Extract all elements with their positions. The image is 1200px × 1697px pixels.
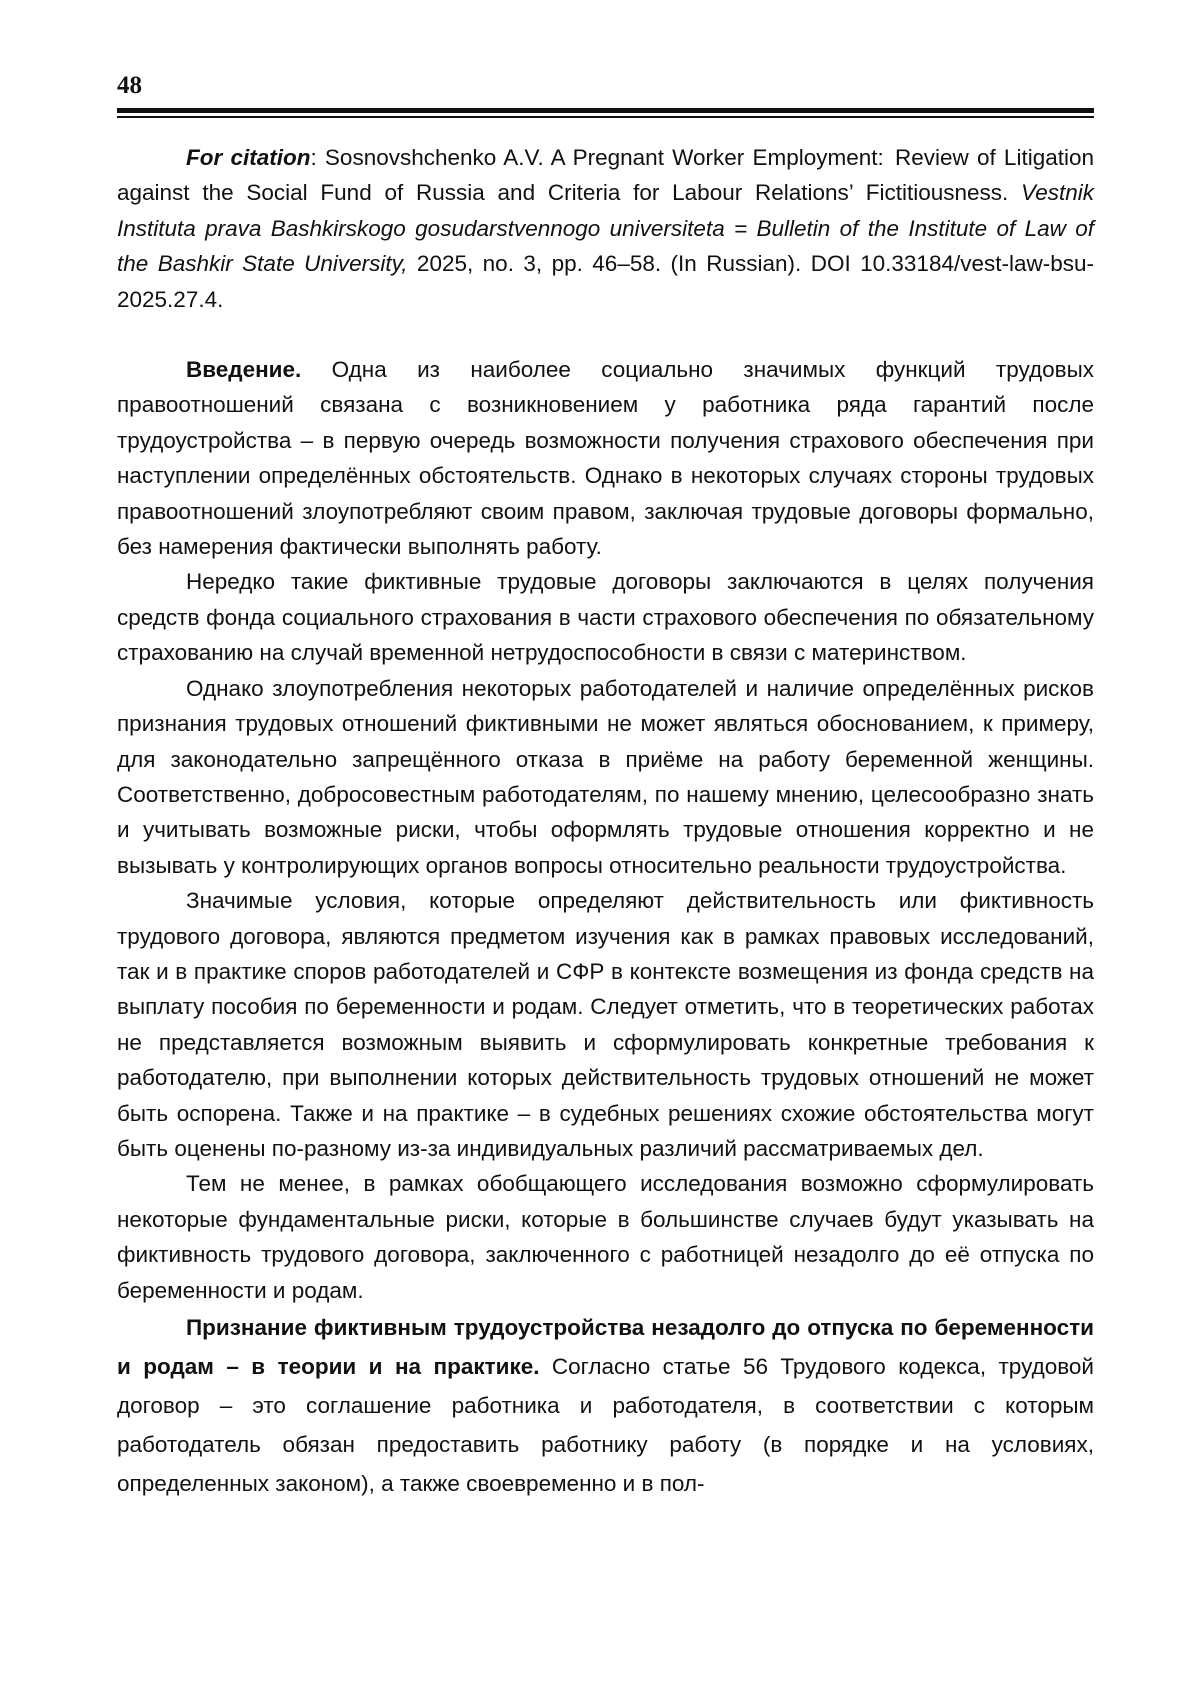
section-paragraph [117, 1308, 1094, 1503]
header-rule-thick [117, 108, 1094, 113]
article-body [117, 140, 1094, 1503]
intro-paragraph [117, 352, 1094, 564]
body-paragraph-1: Нередко такие фиктивные трудовые договоры заключаются в целях получения средств фонда социального страхования в части страхового обеспечения по обязательному страхованию на случай временной нетрудоспособности в связи с материнством. [117, 569, 1094, 666]
intro-heading: Введение. [186, 357, 302, 383]
header-rule-thin [117, 116, 1094, 118]
body-paragraph-3: Значимые условия, которые определяют действительность или фиктивность трудового договора, являются предметом изучения как в рамках правовых исследований, так и в практике споров работодателей и СФР в контексте возмещения из фонда средств на выплату пособия по беременности и родам. Следует отметить, что в теоретических работах не представляется возможным выявить и сформулировать конкретные требования к работодателю, при выполнении которых действительность трудовых отношений не может быть оспорена. Также и на практике – в судебных решениях схожие обстоятельства могут быть оценены по-разному из-за индивидуальных различий рассматриваемых дел. [117, 888, 1094, 1161]
intro-text: Одна из наиболее социально значимых функций трудовых правоотношений связана с возникновением у работника ряда гарантий после трудоустройства – в первую очередь возможности получения страхового обеспечения при наступлении определённых обстоятельств. Однако в некоторых случаях стороны трудовых правоотношений злоупотребляют своим правом, заключая трудовые договоры формально, без намерения фактически выполнять работу. [117, 357, 1094, 560]
citation-paragraph [117, 140, 1094, 317]
citation-details: 2025, no. 3, pp. 46–58. (In Russian). DOI 10.33184/vest-law-bsu-2025.27.4. [117, 251, 1095, 312]
citation-text: Sosnovshchenko A.V. A Pregnant Worker Employment: Review of Litigation against the Social Fund of Russia and Criteria for Labour Relations’ Fictitiousness. [117, 145, 1095, 206]
section-heading: Признание фиктивным трудоустройства незадолго до отпуска по беременности и родам – в теории и на практике. [117, 1315, 1094, 1379]
section-text: Согласно статье 56 Трудового кодекса, трудовой договор – это соглашение работника и работодателя, в соответствии с которым работодатель обязан предоставить работнику работу (в порядке и на условиях, определенных законом), а также своевременно и в пол- [117, 1354, 1094, 1496]
page-number: 48 [117, 72, 142, 99]
citation-colon: : [310, 145, 317, 170]
body-paragraph-2: Однако злоупотребления некоторых работодателей и наличие определённых рисков признания трудовых отношений фиктивными не может являться обоснованием, к примеру, для законодательно запрещённого отказа в приёме на работу беременной женщины. Соответственно, добросовестным работодателям, по нашему мнению, целесообразно знать и учитывать возможные риски, чтобы оформлять трудовые отношения корректно и не вызывать у контролирующих органов вопросы относительно реальности трудоустройства. [117, 675, 1094, 878]
body-paragraph-4: Тем не менее, в рамках обобщающего исследования возможно сформулировать некоторые фундаментальные риски, которые в большинстве случаев будут указывать на фиктивность трудового договора, заключенного с работницей незадолго до её отпуска по беременности и родам. [117, 1171, 1094, 1303]
citation-journal: Vestnik Instituta prava Bashkirskogo gosudarstvennogo universiteta = Bulletin of the Institute of Law of the Bashkir State University, [117, 180, 1094, 277]
citation-label: For citation [186, 145, 311, 170]
